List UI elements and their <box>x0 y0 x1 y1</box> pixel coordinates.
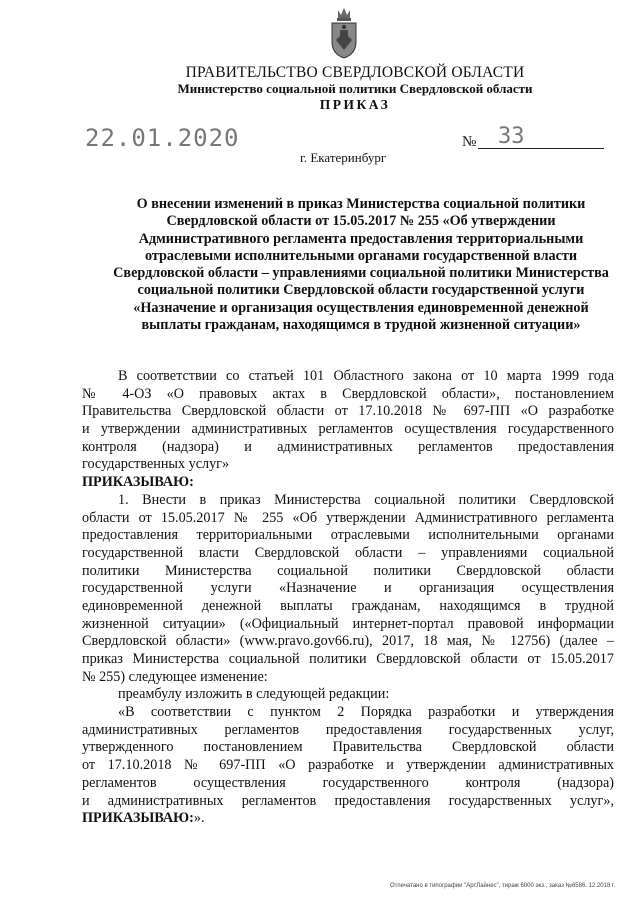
new-preamble-line: утвержденного постановлением Правительства Свердловской области <box>82 739 614 756</box>
clause-line: области от 15.05.2017 № 255 «Об утверждении Административного регламента <box>82 509 614 526</box>
title-line: Свердловской области от 15.05.2017 № 255 «Об утверждении <box>166 213 556 230</box>
clause-line: предоставления территориальными отраслевыми исполнительными органами <box>82 527 614 544</box>
new-preamble-line: «В соответствии с пунктом 2 Порядка разработки и утверждения <box>118 704 614 721</box>
preamble-line: контроля (надзора) и административных регламентов предоставления <box>82 438 614 455</box>
document-title <box>82 196 640 334</box>
clause-line: 1. Внести в приказ Министерства социальной политики Свердловской <box>118 491 614 508</box>
clause-line: № 255) следующее изменение: <box>82 668 268 685</box>
preamble-line: и утверждении административных регламентов осуществления государственного <box>82 421 614 438</box>
government-title: ПРАВИТЕЛЬСТВО СВЕРДЛОВСКОЙ ОБЛАСТИ <box>185 64 525 81</box>
number-field <box>478 126 604 149</box>
title-line: отраслевыми исполнительными органами государственной власти <box>144 247 578 264</box>
document-date: 22.01.2020 <box>85 124 240 152</box>
clause-line: жизненной ситуации» («Официальный интернет-портал правовой информации <box>82 615 614 632</box>
document-body <box>82 368 614 828</box>
new-preamble-end <box>82 810 614 828</box>
ministry-title: Министерство социальной политики Свердловской области <box>177 81 533 96</box>
instruction-line: преамбулу изложить в следующей редакции: <box>118 686 390 703</box>
new-preamble-line: от 17.10.2018 № 697-ПП «О разработке и утверждении административных <box>82 757 614 774</box>
coat-of-arms-icon <box>328 6 360 60</box>
order-word: ПРИКАЗЫВАЮ: <box>82 474 194 491</box>
preamble-line: Правительства Свердловской области от 17.10.2018 № 697-ПП «О разработке <box>82 403 614 420</box>
title-line: выплаты гражданам, находящимся в трудной жизненной ситуации» <box>141 317 581 334</box>
print-footer: Отпечатано в типографии "АртЛайнес", тираж 6000 экз., заказ №6586. 12.2018 г. <box>390 883 616 889</box>
title-line: социальной политики Свердловской области государственной услуги <box>137 282 585 299</box>
title-line: О внесении изменений в приказ Министерства социальной политики <box>136 196 586 212</box>
title-line: Административного регламента предоставления территориальными <box>138 230 584 247</box>
city: г. Екатеринбург <box>300 150 387 165</box>
clause-line: приказ Министерства социальной политики Свердловской области от 15.05.2017 <box>82 651 614 667</box>
clause-line: государственной власти Свердловской области – управлениями социальной <box>82 544 614 561</box>
preamble-line: В соответствии со статьей 101 Областного закона от 10 марта 1999 года <box>118 368 614 384</box>
clause-line: Свердловской области» (www.pravo.gov66.ru), 2017, 18 мая, № 12756) (далее – <box>82 633 614 650</box>
clause-line: государственной услуги «Назначение и организация осуществления <box>82 580 614 597</box>
title-line: Свердловской области – управлениями социальной политики Министерства <box>113 265 609 282</box>
clause-line: единовременной денежной выплаты гражданам, находящимся в трудной <box>82 597 614 614</box>
document-type: ПРИКАЗ <box>319 97 391 112</box>
preamble-line: № 4-ОЗ «О правовых актах в Свердловской области», постановлением <box>82 385 614 402</box>
new-preamble-line: и административных регламентов предоставления государственных услуг», <box>82 792 614 809</box>
preamble-line: государственных услуг» <box>82 456 230 473</box>
clause-line: политики Министерства социальной политики Свердловской области <box>82 562 614 579</box>
new-preamble-line: административных регламентов предоставления государственных услуг, <box>82 721 614 738</box>
title-line: «Назначение и организация осуществления единовременной денежной <box>133 299 589 316</box>
closing-quote: ». <box>193 810 205 827</box>
order-word-quoted: ПРИКАЗЫВАЮ: <box>82 810 194 827</box>
document-number: 33 <box>498 124 525 149</box>
new-preamble-line: регламентов осуществления государственного контроля (надзора) <box>82 774 614 791</box>
number-label: № <box>462 134 477 150</box>
